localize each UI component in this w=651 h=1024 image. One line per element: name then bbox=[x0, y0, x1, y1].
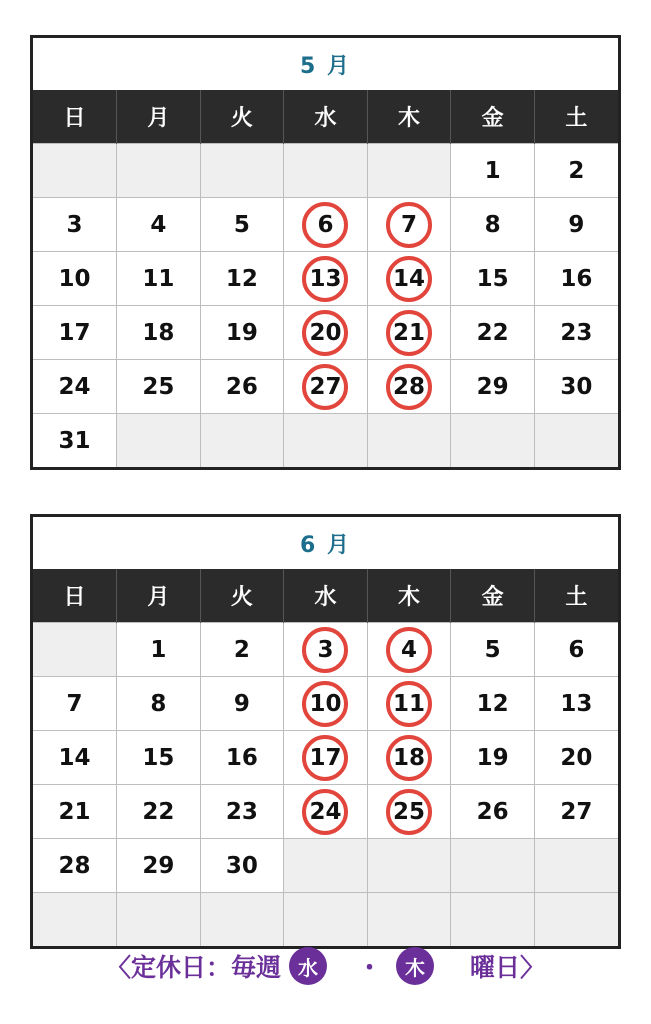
closed-day-marker: 4 bbox=[386, 627, 432, 673]
day-cell: 20 bbox=[534, 731, 618, 785]
empty-day-cell bbox=[117, 144, 201, 198]
day-cell: 29 bbox=[451, 360, 535, 414]
day-cell: 25 bbox=[117, 360, 201, 414]
week-row bbox=[33, 623, 618, 677]
day-cell: 15 bbox=[117, 731, 201, 785]
closed-day-marker: 13 bbox=[302, 256, 348, 302]
week-row bbox=[33, 839, 618, 893]
calendar-grid bbox=[33, 569, 618, 946]
day-cell bbox=[284, 731, 368, 785]
weekday-header: 土 bbox=[534, 90, 618, 144]
closed-day-marker: 28 bbox=[386, 364, 432, 410]
day-cell: 16 bbox=[534, 252, 618, 306]
day-cell bbox=[284, 252, 368, 306]
weekday-header: 月 bbox=[117, 90, 201, 144]
week-row bbox=[33, 306, 618, 360]
empty-day-cell bbox=[451, 839, 535, 893]
closed-day-marker: 7 bbox=[386, 202, 432, 248]
weekday-header: 土 bbox=[534, 569, 618, 623]
day-cell: 5 bbox=[451, 623, 535, 677]
calendar-grid bbox=[33, 90, 618, 467]
week-row bbox=[33, 785, 618, 839]
day-cell bbox=[284, 785, 368, 839]
day-cell: 5 bbox=[200, 198, 284, 252]
day-cell: 19 bbox=[451, 731, 535, 785]
weekday-header: 火 bbox=[200, 90, 284, 144]
empty-day-cell bbox=[367, 144, 451, 198]
weekday-header: 水 bbox=[284, 569, 368, 623]
day-cell: 18 bbox=[117, 306, 201, 360]
day-cell: 31 bbox=[33, 414, 117, 468]
day-cell: 29 bbox=[117, 839, 201, 893]
weekday-header-row bbox=[33, 90, 618, 144]
week-row bbox=[33, 677, 618, 731]
legend-suffix: 曜日〉 bbox=[470, 953, 546, 982]
closed-day-marker: 18 bbox=[386, 735, 432, 781]
closed-day-marker: 21 bbox=[386, 310, 432, 356]
day-cell bbox=[367, 623, 451, 677]
empty-day-cell bbox=[200, 893, 284, 947]
empty-day-cell bbox=[284, 839, 368, 893]
weekday-header: 木 bbox=[367, 569, 451, 623]
thursday-badge: 木 bbox=[396, 947, 434, 985]
day-cell bbox=[367, 785, 451, 839]
empty-day-cell bbox=[284, 414, 368, 468]
empty-day-cell bbox=[367, 893, 451, 947]
weekday-header: 月 bbox=[117, 569, 201, 623]
empty-day-cell bbox=[451, 414, 535, 468]
empty-day-cell bbox=[367, 414, 451, 468]
week-row bbox=[33, 144, 618, 198]
day-cell bbox=[367, 677, 451, 731]
day-cell: 12 bbox=[200, 252, 284, 306]
weekday-header: 水 bbox=[284, 90, 368, 144]
calendar-title: 6 月 bbox=[300, 532, 351, 558]
legend-separator: ・ bbox=[356, 953, 382, 982]
closed-day-marker: 17 bbox=[302, 735, 348, 781]
closed-day-marker: 10 bbox=[302, 681, 348, 727]
day-cell: 4 bbox=[117, 198, 201, 252]
wednesday-badge: 水 bbox=[289, 947, 327, 985]
closed-day-marker: 27 bbox=[302, 364, 348, 410]
day-cell: 30 bbox=[200, 839, 284, 893]
day-cell: 27 bbox=[534, 785, 618, 839]
empty-day-cell bbox=[534, 893, 618, 947]
closed-day-marker: 14 bbox=[386, 256, 432, 302]
week-row bbox=[33, 360, 618, 414]
empty-day-cell bbox=[534, 839, 618, 893]
day-cell: 8 bbox=[451, 198, 535, 252]
closed-day-marker: 25 bbox=[386, 789, 432, 835]
day-cell bbox=[284, 198, 368, 252]
weekday-header: 金 bbox=[451, 569, 535, 623]
empty-day-cell bbox=[33, 893, 117, 947]
week-row bbox=[33, 198, 618, 252]
day-cell: 9 bbox=[534, 198, 618, 252]
day-cell: 2 bbox=[200, 623, 284, 677]
week-row bbox=[33, 252, 618, 306]
empty-day-cell bbox=[117, 893, 201, 947]
day-cell bbox=[367, 306, 451, 360]
closed-day-marker: 20 bbox=[302, 310, 348, 356]
week-row bbox=[33, 731, 618, 785]
weekday-header: 金 bbox=[451, 90, 535, 144]
weekday-header: 日 bbox=[33, 90, 117, 144]
day-cell: 1 bbox=[117, 623, 201, 677]
day-cell bbox=[284, 677, 368, 731]
day-cell bbox=[284, 360, 368, 414]
day-cell: 22 bbox=[117, 785, 201, 839]
weekday-header: 木 bbox=[367, 90, 451, 144]
empty-day-cell bbox=[200, 144, 284, 198]
day-cell: 30 bbox=[534, 360, 618, 414]
day-cell bbox=[367, 252, 451, 306]
day-cell: 14 bbox=[33, 731, 117, 785]
day-cell: 8 bbox=[117, 677, 201, 731]
day-cell: 6 bbox=[534, 623, 618, 677]
day-cell bbox=[284, 623, 368, 677]
day-cell: 9 bbox=[200, 677, 284, 731]
calendar-may bbox=[30, 35, 621, 470]
day-cell: 15 bbox=[451, 252, 535, 306]
day-cell: 22 bbox=[451, 306, 535, 360]
empty-day-cell bbox=[33, 144, 117, 198]
empty-day-cell bbox=[534, 414, 618, 468]
closed-day-marker: 24 bbox=[302, 789, 348, 835]
day-cell: 21 bbox=[33, 785, 117, 839]
day-cell: 26 bbox=[200, 360, 284, 414]
day-cell: 17 bbox=[33, 306, 117, 360]
empty-day-cell bbox=[284, 144, 368, 198]
day-cell: 3 bbox=[33, 198, 117, 252]
day-cell bbox=[367, 198, 451, 252]
day-cell: 26 bbox=[451, 785, 535, 839]
closed-day-marker: 3 bbox=[302, 627, 348, 673]
empty-day-cell bbox=[284, 893, 368, 947]
day-cell: 11 bbox=[117, 252, 201, 306]
day-cell: 28 bbox=[33, 839, 117, 893]
day-cell: 16 bbox=[200, 731, 284, 785]
empty-day-cell bbox=[451, 893, 535, 947]
day-cell: 2 bbox=[534, 144, 618, 198]
day-cell: 1 bbox=[451, 144, 535, 198]
day-cell bbox=[367, 360, 451, 414]
calendar-june bbox=[30, 514, 621, 949]
empty-day-cell bbox=[33, 623, 117, 677]
week-row bbox=[33, 414, 618, 468]
closed-day-marker: 11 bbox=[386, 681, 432, 727]
weekday-header: 日 bbox=[33, 569, 117, 623]
empty-day-cell bbox=[200, 414, 284, 468]
empty-day-cell bbox=[367, 839, 451, 893]
calendar-title: 5 月 bbox=[300, 53, 351, 79]
day-cell: 23 bbox=[534, 306, 618, 360]
day-cell: 13 bbox=[534, 677, 618, 731]
weekday-header-row bbox=[33, 569, 618, 623]
closed-days-legend bbox=[0, 946, 651, 986]
day-cell: 24 bbox=[33, 360, 117, 414]
day-cell bbox=[284, 306, 368, 360]
day-cell: 12 bbox=[451, 677, 535, 731]
week-row bbox=[33, 893, 618, 947]
weekday-header: 火 bbox=[200, 569, 284, 623]
day-cell: 7 bbox=[33, 677, 117, 731]
day-cell: 23 bbox=[200, 785, 284, 839]
legend-prefix: 〈定休日：毎週 bbox=[105, 953, 281, 982]
day-cell bbox=[367, 731, 451, 785]
empty-day-cell bbox=[117, 414, 201, 468]
day-cell: 19 bbox=[200, 306, 284, 360]
day-cell: 10 bbox=[33, 252, 117, 306]
closed-day-marker: 6 bbox=[302, 202, 348, 248]
